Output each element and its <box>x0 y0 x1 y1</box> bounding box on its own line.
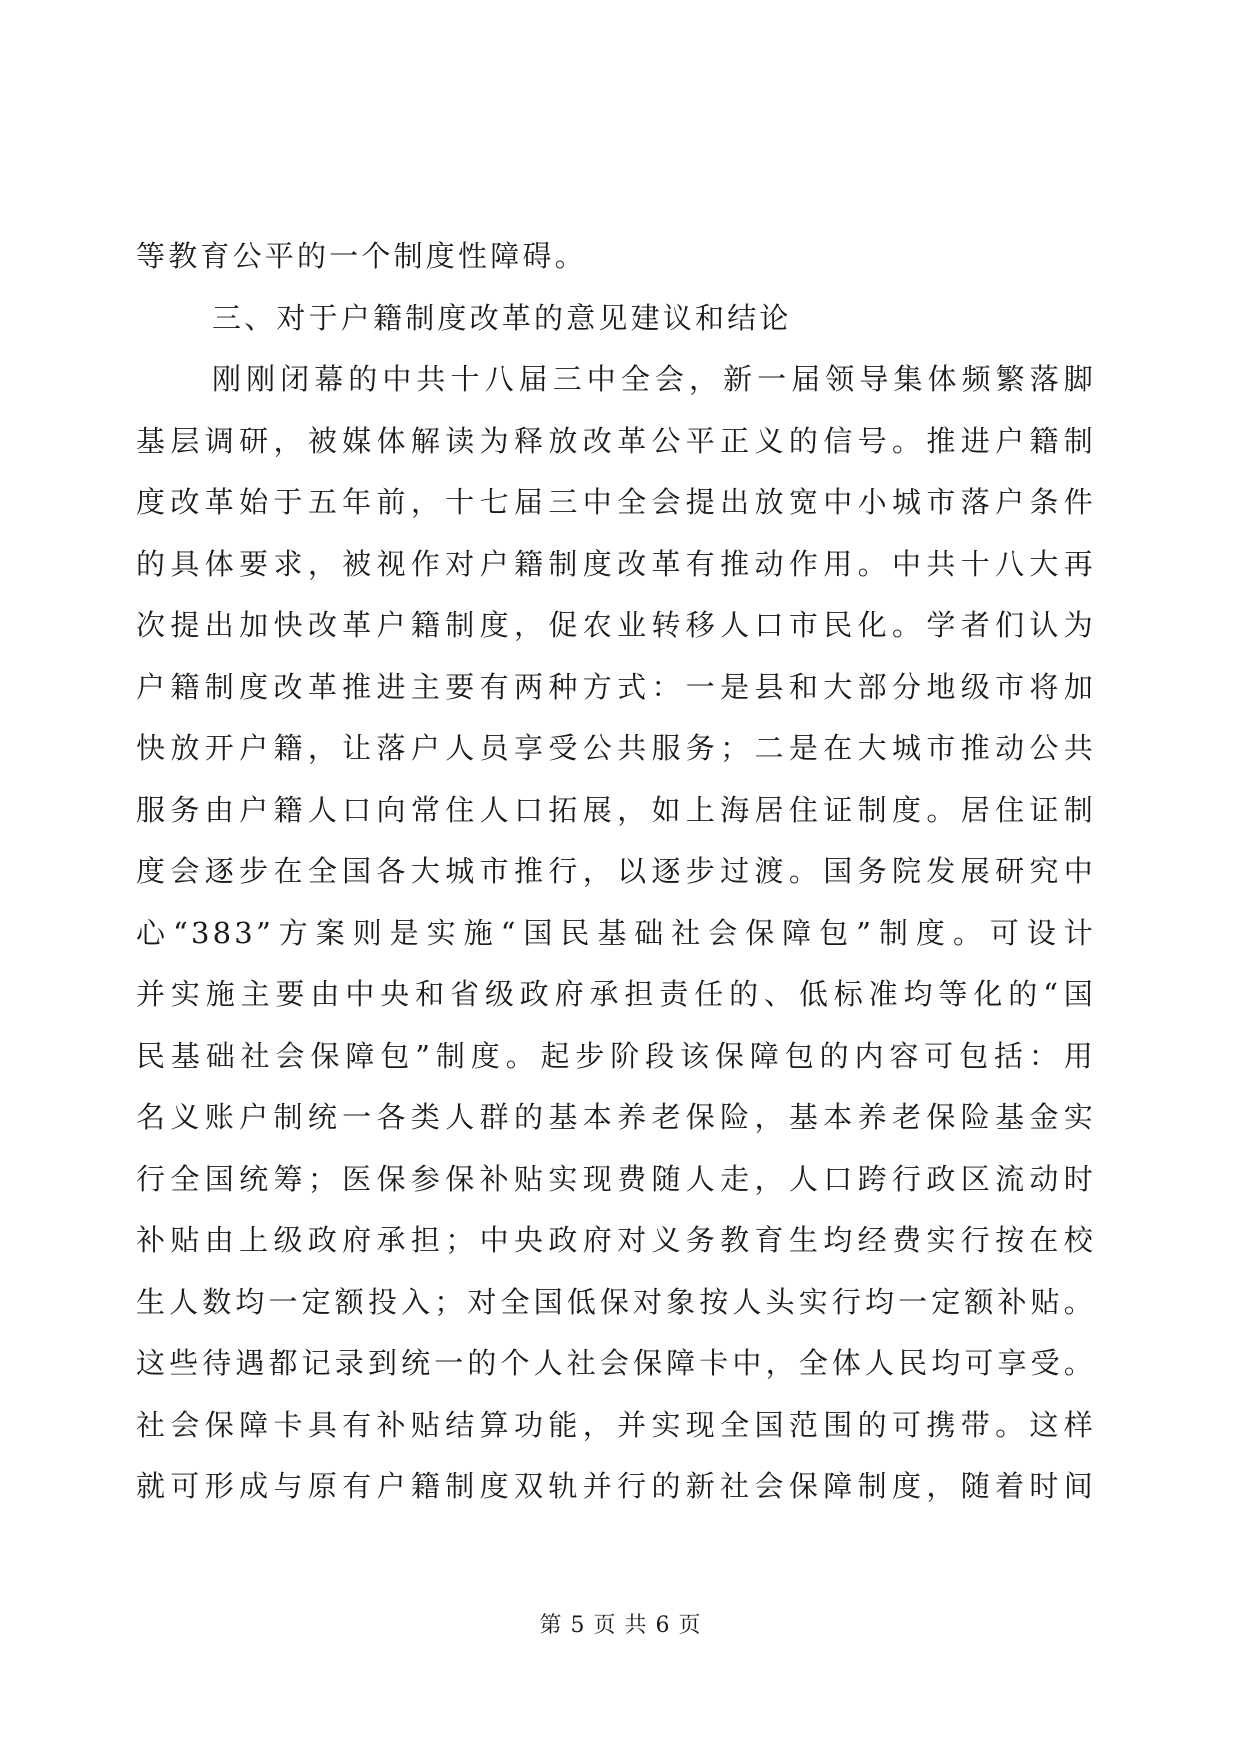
text-line: 这些待遇都记录到统一的个人社会保障卡中，全体人民均可享受。 <box>136 1346 1096 1380</box>
text-line: 户籍制度改革推进主要有两种方式：一是县和大部分地级市将加 <box>136 669 1096 704</box>
text-line: 次提出加快改革户籍制度，促农业转移人口市民化。学者们认为 <box>136 608 1096 642</box>
text-line: 名义账户制统一各类人群的基本养老保险，基本养老保险基金实 <box>136 1100 1096 1134</box>
text-line: 等教育公平的一个制度性障碍。 <box>136 239 587 273</box>
text-line: 社会保障卡具有补贴结算功能，并实现全国范围的可携带。这样 <box>136 1407 1096 1442</box>
text-line: 度会逐步在全国各大城市推行，以逐步过渡。国务院发展研究中 <box>136 854 1096 888</box>
text-line: 刚刚闭幕的中共十八届三中全会，新一届领导集体频繁落脚 <box>212 362 1096 396</box>
section-heading: 三、对于户籍制度改革的意见建议和结论 <box>212 300 792 335</box>
text-line: 民基础社会保障包”制度。起步阶段该保障包的内容可包括：用 <box>136 1038 1096 1073</box>
body-text <box>136 226 1096 1518</box>
text-line: 基层调研，被媒体解读为释放改革公平正义的信号。推进户籍制 <box>136 423 1096 458</box>
text-line: 的具体要求，被视作对户籍制度改革有推动作用。中共十八大再 <box>136 546 1096 581</box>
text-line: 度改革始于五年前，十七届三中全会提出放宽中小城市落户条件 <box>136 485 1096 519</box>
page-number-footer: 第 5 页 共 6 页 <box>539 1613 702 1638</box>
text-line: 快放开户籍，让落户人员享受公共服务；二是在大城市推动公共 <box>136 731 1096 765</box>
text-line: 补贴由上级政府承担；中央政府对义务教育生均经费实行按在校 <box>136 1223 1096 1257</box>
text-line: 生人数均一定额投入；对全国低保对象按人头实行均一定额补贴。 <box>136 1284 1096 1319</box>
text-line: 就可形成与原有户籍制度双轨并行的新社会保障制度，随着时间 <box>136 1469 1096 1503</box>
text-line: 行全国统筹；医保参保补贴实现费随人走，人口跨行政区流动时 <box>136 1161 1096 1196</box>
text-line: 服务由户籍人口向常住人口拓展，如上海居住证制度。居住证制 <box>136 792 1096 827</box>
text-line: 心“383”方案则是实施“国民基础社会保障包”制度。可设计 <box>136 915 1096 950</box>
text-line: 并实施主要由中央和省级政府承担责任的、低标准均等化的“国 <box>136 977 1096 1011</box>
